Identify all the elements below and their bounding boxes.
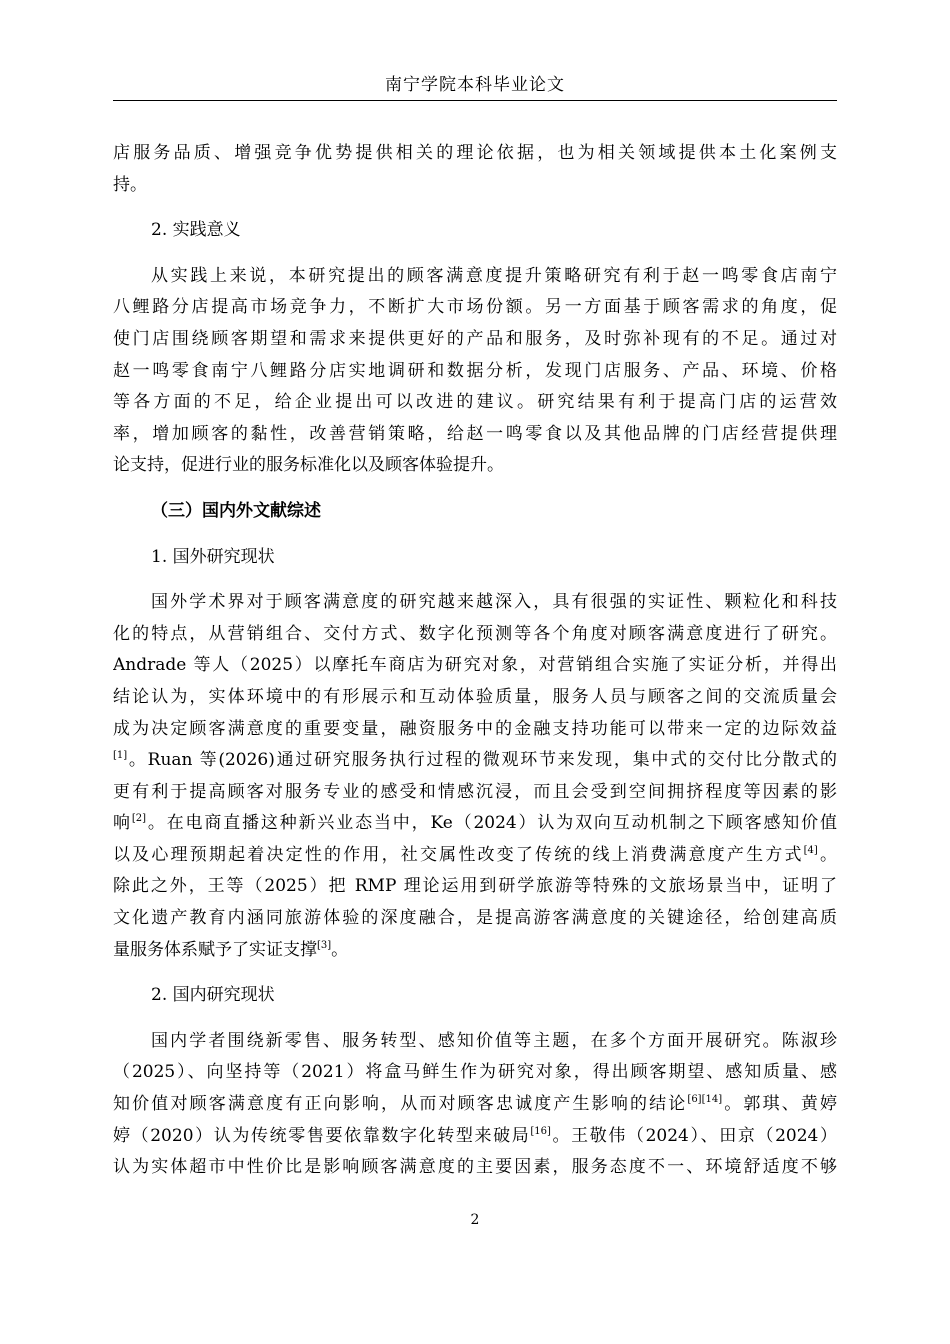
paragraph-line: 持。 (113, 174, 147, 195)
citation-ref: [16] (530, 1125, 551, 1137)
paragraph-line: 国内学者围绕新零售、服务转型、感知价值等主题，在多个方面开展研究。陈淑珍 (151, 1030, 837, 1051)
paragraph-line: 论支持，促进行业的服务标准化以及顾客体验提升。 (113, 455, 504, 476)
paragraph-line: 文化遗产教育内涵同旅游体验的深度融合，是提高游客满意度的关键途径，给创建高质 (113, 908, 837, 929)
citation-ref: [6][14] (687, 1094, 723, 1106)
paragraph-line: 认为实体超市中性价比是影响顾客满意度的主要因素，服务态度不一、环境舒适度不够 (113, 1157, 837, 1178)
citation-ref: [2] (131, 813, 147, 825)
paragraph-line: 使门店围绕顾客期望和需求来提供更好的产品和服务，及时弥补现有的不足。通过对 (113, 328, 837, 349)
subheading-practice: 2. 实践意义 (151, 220, 241, 241)
paragraph-line: 率，增加顾客的黏性，改善营销策略，给赵一鸣零食以及其他品牌的门店经营提供理 (113, 423, 837, 444)
citation-ref: [4] (803, 844, 818, 856)
header-divider (113, 100, 837, 101)
paragraph-line: （2025）、向坚持等（2021）将盒马鲜生作为研究对象，得出顾客期望、感知质量、感 (113, 1062, 837, 1083)
paragraph-line: 知价值对顾客满意度有正向影响，从而对顾客忠诚度产生影响的结论[6][14]。郭琪、黄婷 (113, 1094, 837, 1115)
paragraph-line: 国外学术界对于顾客满意度的研究越来越深入，具有很强的实证性、颗粒化和科技 (151, 592, 837, 613)
paragraph-line: 除此之外，王等（2025）把 RMP 理论运用到研学旅游等特殊的文旅场景当中，证明了 (113, 876, 837, 897)
citation-ref: [1] (113, 750, 128, 762)
page-header-title: 南宁学院本科毕业论文 (385, 75, 565, 95)
paragraph-line: Andrade 等人（2025）以摩托车商店为研究对象，对营销组合实施了实证分析，并得出 (113, 655, 837, 676)
paragraph-line: 化的特点，从营销组合、交付方式、数字化预测等各个角度对顾客满意度进行了研究。 (113, 623, 837, 644)
subheading-foreign-research: 1. 国外研究现状 (151, 546, 275, 567)
subheading-domestic-research: 2. 国内研究现状 (151, 985, 275, 1006)
paragraph-line: 婷（2020）认为传统零售要依靠数字化转型来破局[16]。王敬伟（2024）、田京（2024） (113, 1125, 837, 1146)
page-number: 2 (470, 1212, 480, 1228)
paragraph-line: 以及心理预期起着决定性的作用，社交属性改变了传统的线上消费满意度产生方式[4]。 (113, 844, 837, 865)
body-content (113, 138, 837, 1184)
section-heading-literature-review: （三）国内外文献综述 (151, 500, 321, 521)
paragraph-line: 结论认为，实体环境中的有形展示和互动体验质量，服务人员与顾客之间的交流质量会 (113, 686, 837, 707)
paragraph-line: 响[2]。在电商直播这种新兴业态当中，Ke（2024）认为双向互动机制之下顾客感知价值 (113, 813, 837, 834)
paragraph-line: 等各方面的不足，给企业提出可以改进的建议。研究结果有利于提高门店的运营效 (113, 392, 837, 413)
paragraph-line: 从实践上来说，本研究提出的顾客满意度提升策略研究有利于赵一鸣零食店南宁 (151, 265, 837, 286)
paragraph-line: 店服务品质、增强竞争优势提供相关的理论依据，也为相关领域提供本土化案例支 (113, 143, 837, 163)
paragraph-line: 八鲤路分店提高市场竞争力，不断扩大市场份额。另一方面基于顾客需求的角度，促 (113, 297, 837, 318)
paragraph-line: 赵一鸣零食南宁八鲤路分店实地调研和数据分析，发现门店服务、产品、环境、价格 (113, 360, 837, 381)
paragraph-line: [1]。Ruan 等(2026)通过研究服务执行过程的微观环节来发现，集中式的交付比分散式的 (113, 750, 837, 771)
paragraph-line: 成为决定顾客满意度的重要变量，融资服务中的金融支持功能可以带来一定的边际效益 (113, 718, 837, 739)
paragraph-line: 量服务体系赋予了实证支撑[3]。 (113, 939, 349, 960)
citation-ref: [3] (317, 939, 332, 951)
paragraph-line: 更有利于提高顾客对服务专业的感受和情感沉浸，而且会受到空间拥挤程度等因素的影 (113, 781, 837, 802)
